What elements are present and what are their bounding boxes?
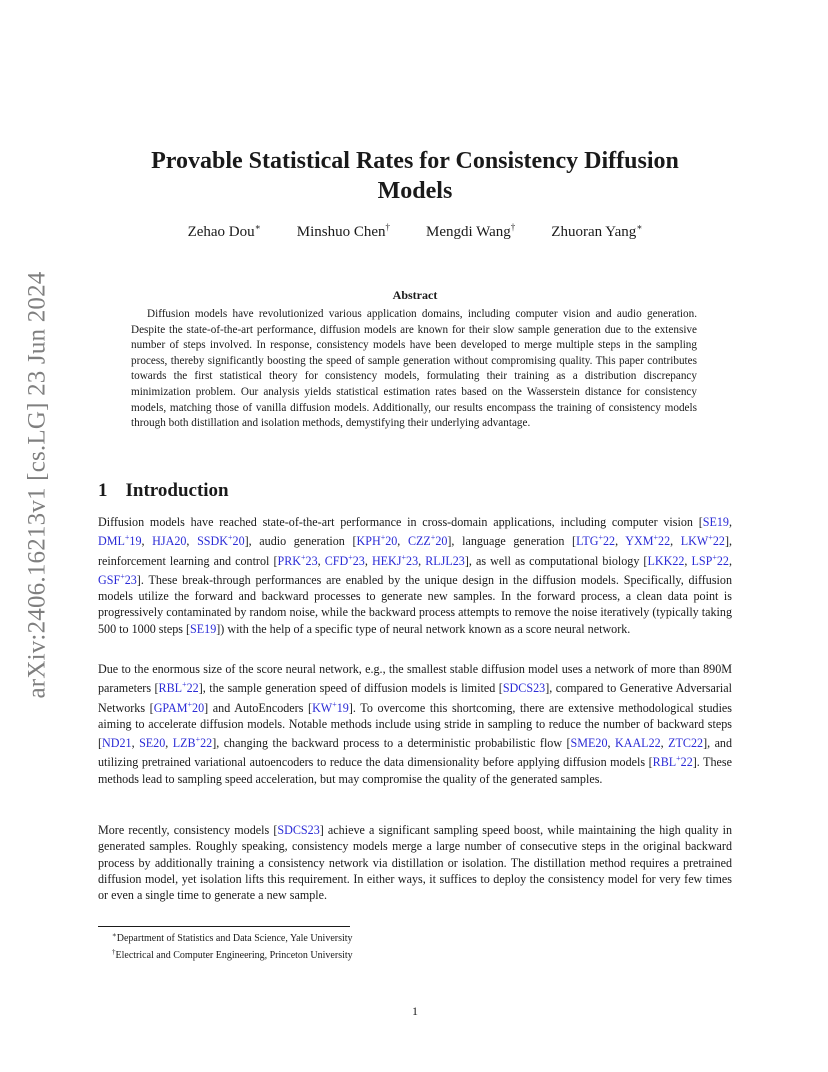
section-title: Introduction — [125, 480, 229, 501]
citation-link[interactable]: DML+19 — [98, 533, 142, 549]
citation-link[interactable]: GPAM+20 — [153, 699, 205, 715]
author: Zhuoran Yang∗ — [551, 222, 643, 240]
arxiv-stamp-text: arXiv:2406.16213v1 [cs.LG] 23 Jun 2024 — [23, 271, 50, 699]
citation-link[interactable]: ZTC22 — [668, 736, 704, 751]
citation-link[interactable]: CFD+23 — [324, 552, 365, 568]
citation-link[interactable]: SME20 — [570, 736, 608, 751]
paper-title — [98, 146, 732, 206]
citation-link[interactable]: SE20 — [139, 736, 166, 751]
citation-link[interactable]: LKK22 — [647, 553, 685, 568]
citation-link[interactable]: GSF+23 — [98, 571, 137, 587]
intro-paragraph-3: More recently, consistency models [SDCS23] achieve a significant sampling speed boost, while maintaining the high quality in generated samples. Roughly speaking, consistency models merge a large number of consecutive steps in the original backward process by additionally training a consistency network via distillation or isolation. The distillation method requires a pretrained diffusion model, yet isolation lifts this requirement. In either ways, it suffices to deploy the consistency model for very few times or even a single time to generate a new sample. — [98, 823, 733, 903]
citation-link[interactable]: SE19 — [702, 515, 729, 529]
intro-paragraph-1: Diffusion models have reached state-of-the-art performance in cross-domain applications, including computer vision [SE19, DML+19, HJA20, SSDK+20], audio generation [KPH+20, CZZ+20], language generation [LTG+22, YXM+22, LKW+22], reinforcement learning and control [PRK+23, CFD+23, HEKJ+23, RLJL23], as well as computational biology [LKK22, LSP+22, GSF+23]. These break-through performances are enabled by the unique design in the diffusion models. Specifically, diffusion models utilize the forward and backward processes to generate new samples. In the forward process, a clean data point is progressively contaminated by random noise, while the backward process attempts to remove the noise iteratively (typically taking 500 to 1000 steps [SE19]) with the help of a specific type of neural network known as a score neural network. — [98, 515, 732, 636]
author-list — [98, 222, 732, 241]
citation-link[interactable]: SSDK+20 — [197, 533, 245, 549]
author: Minshuo Chen† — [296, 222, 391, 240]
citation-link[interactable]: RLJL23 — [425, 553, 465, 568]
citation-link[interactable]: CZZ+20 — [407, 533, 448, 549]
title-line-2: Models — [377, 178, 453, 204]
citation-link[interactable]: LZB+22 — [172, 735, 213, 751]
footnote: †Electrical and Computer Engineering, Princeton University — [112, 947, 353, 961]
citation-link[interactable]: LKW+22 — [680, 533, 725, 549]
citation-link[interactable]: KW+19 — [312, 699, 349, 715]
citation-link[interactable]: RBL+22 — [652, 754, 693, 770]
author: Zehao Dou∗ — [187, 222, 261, 240]
citation-link[interactable]: HJA20 — [152, 534, 187, 549]
citation-link[interactable]: SE19 — [190, 621, 217, 636]
footnotes — [98, 929, 598, 962]
author: Mengdi Wang† — [426, 222, 516, 240]
section-number: 1 — [98, 480, 108, 501]
citation-link[interactable]: YXM+22 — [625, 533, 671, 549]
citation-link[interactable]: SDCS23 — [502, 681, 546, 696]
abstract-heading: Abstract — [392, 288, 438, 302]
abstract-text: Diffusion models have revolutionized various application domains, including computer vision and audio generation. Despite the state-of-the-art performance, diffusion models are known for their slow sample generation due to the extensive number of steps involved. In response, consistency models have been developed to merge multiple steps in the sampling process, thereby significantly boosting the speed of sample generation without compromising quality. This paper contributes towards the first statistical theory for consistency models, formulating their training as a distribution discrepancy minimization problem. Our analysis yields statistical estimation rates based on the Wasserstein distance for consistency models, matching those of vanilla diffusion models. Additionally, our results encompass the training of consistency models through both distillation and isolation methods, demystifying their underlying advantage. — [131, 308, 697, 430]
citation-link[interactable]: LSP+22 — [691, 552, 729, 568]
citation-link[interactable]: SDCS23 — [277, 823, 320, 837]
citation-link[interactable]: RBL+22 — [158, 680, 199, 696]
citation-link[interactable]: KPH+20 — [356, 533, 398, 549]
footnote-divider — [98, 926, 350, 927]
citation-link[interactable]: KAAL22 — [614, 736, 661, 751]
page-number: 1 — [412, 1004, 418, 1018]
title-line-1: Provable Statistical Rates for Consistency Diffusion — [151, 148, 679, 174]
section-heading — [98, 480, 229, 502]
citation-link[interactable]: ND21 — [102, 736, 132, 751]
arxiv-identifier-stamp — [21, 271, 53, 699]
footnote: ∗Department of Statistics and Data Science, Yale University — [112, 931, 353, 944]
citation-link[interactable]: LTG+22 — [576, 533, 616, 549]
citation-link[interactable]: PRK+23 — [277, 552, 318, 568]
citation-link[interactable]: HEKJ+23 — [371, 552, 419, 568]
intro-paragraph-2: Due to the enormous size of the score neural network, e.g., the smallest stable diffusion model uses a network of more than 890M parameters [RBL+22], the sample generation speed of diffusion models is limited [SDCS23], compared to Generative Adversarial Networks [GPAM+20] and AutoEncoders [KW+19]. To overcome this shortcoming, there are extensive methodological studies aiming to accelerate diffusion models. Notable methods include using stride in sampling to reduce the number of backward steps [ND21, SE20, LZB+22], changing the backward process to a deterministic probabilistic flow [SME20, KAAL22, ZTC22], and utilizing pretrained variational autoencoders to reduce the data dimensionality before applying diffusion models [RBL+22]. These methods lead to sampling speed acceleration, but may compromise the quality of the generated samples. — [98, 662, 733, 786]
